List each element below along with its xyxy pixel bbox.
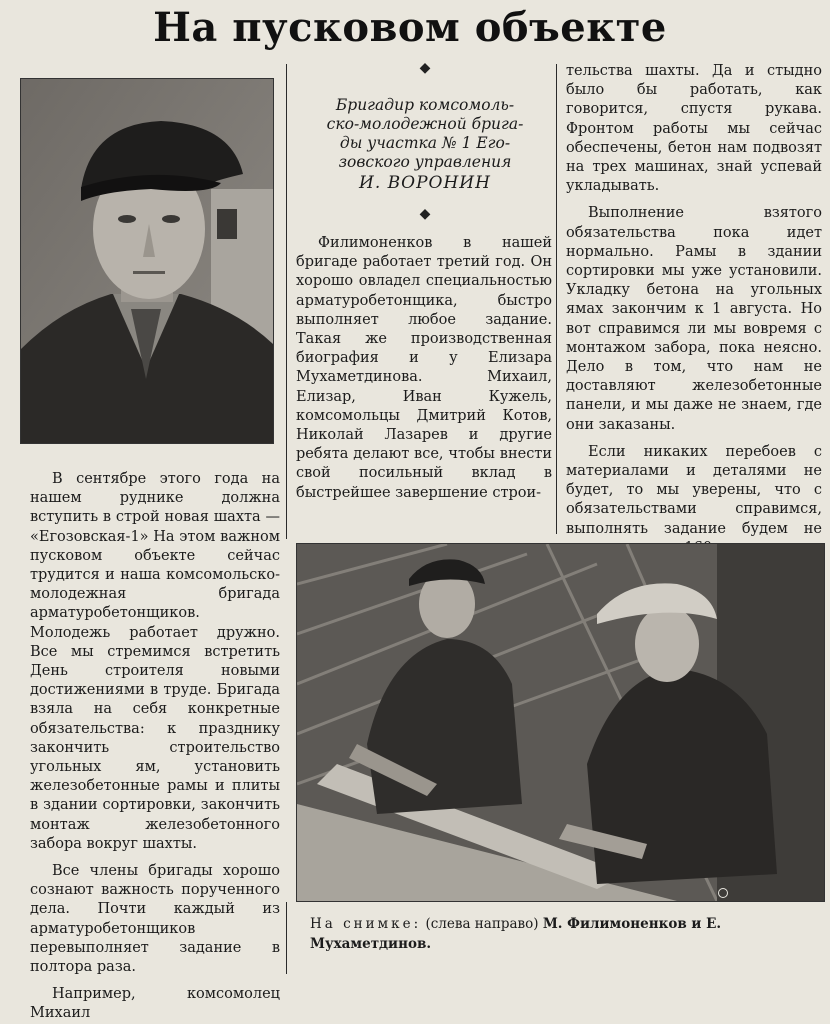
paragraph: Выполнение взятого обязательства пока идет нормально. Рамы в здании сортировки мы уже установили. Укладку бетона на угольных ямах закончим к 1 августа. Но вот справимся ли мы вовремя с монтажом забора, пока неясно. Дело в том, что нам не доставляют железобетонные панели, и мы даже не знаем, где они заказаны. <box>566 205 822 433</box>
ornament: ◆ <box>419 60 431 76</box>
article-column-middle <box>296 234 552 503</box>
paragraph: Все члены бригады хорошо сознают важность порученного дела. Почти каждый из арматуробетонщиков перевыполняет задание в полтора раза. <box>30 863 280 976</box>
byline-line: ско-молодежной брига- <box>326 115 524 133</box>
caption-direction: (слева направо) <box>425 916 539 932</box>
column-divider <box>286 902 287 974</box>
paragraph: Филимоненков в нашей бригаде работает третий год. Он хорошо овладел специальностью арматуробетонщика, быстро выполняет любое задание. Такая же производственная биография и у Елизара Мухаметдинова. Михаил, Елизар, Иван Кужель, комсомольцы Дмитрий Котов, Николай Лазарев и другие ребята делают все, чтобы внести свой посильный вклад в быстрейшее завершение строи- <box>296 235 552 501</box>
paragraph: Например, комсомолец Михаил <box>30 986 280 1022</box>
paragraph: тельства шахты. Да и стыдно было бы работать, как говорится, спустя рукава. Фронтом работы мы сейчас обеспечены, бетон нам подвозят на трех машинах, знай успевай укладывать. <box>566 63 822 195</box>
column-divider <box>286 64 287 539</box>
workers-photo <box>296 543 825 902</box>
article-column-right <box>566 62 822 558</box>
photo-mark <box>718 888 728 898</box>
paragraph: В сентябре этого года на нашем руднике должна вступить в строй новая шахта — «Егозовская-1» На этом важном пусковом объекте сейчас трудится и наша комсомольско-молодежная бригада арматуробетонщиков. Молодежь работает дружно. Все мы стремимся встретить День строителя новыми достижениями в труде. Бригада взяла на себя конкретные обязательства: к празднику закончить строительство угольных ям, установить железобетонные рамы и плиты в здании сортировки, закончить монтаж железобетонного забора вокруг шахты. <box>30 471 280 852</box>
byline-line: ды участка № 1 Его- <box>339 134 511 152</box>
column-divider <box>556 64 557 534</box>
paragraph: Если никаких перебоев с материалами и деталями не будет, то мы уверены, что с обязательствами справимся, выполнять задание будем не <box>566 443 822 537</box>
ornament: ◆ <box>419 206 431 222</box>
byline-line: Бригадир комсомоль- <box>335 96 515 114</box>
portrait-photo <box>20 78 274 444</box>
page-title: На пусковом объекте <box>153 4 667 51</box>
author-name: И. ВОРОНИН <box>359 173 491 193</box>
photo-caption <box>310 914 822 954</box>
caption-lead: На снимке: <box>310 916 422 932</box>
byline <box>300 96 550 193</box>
byline-line: зовского управления <box>338 153 512 171</box>
article-column-left <box>30 470 280 1024</box>
caption-names: М. Филимоненков и Е. Мухаметдинов. <box>310 916 722 952</box>
